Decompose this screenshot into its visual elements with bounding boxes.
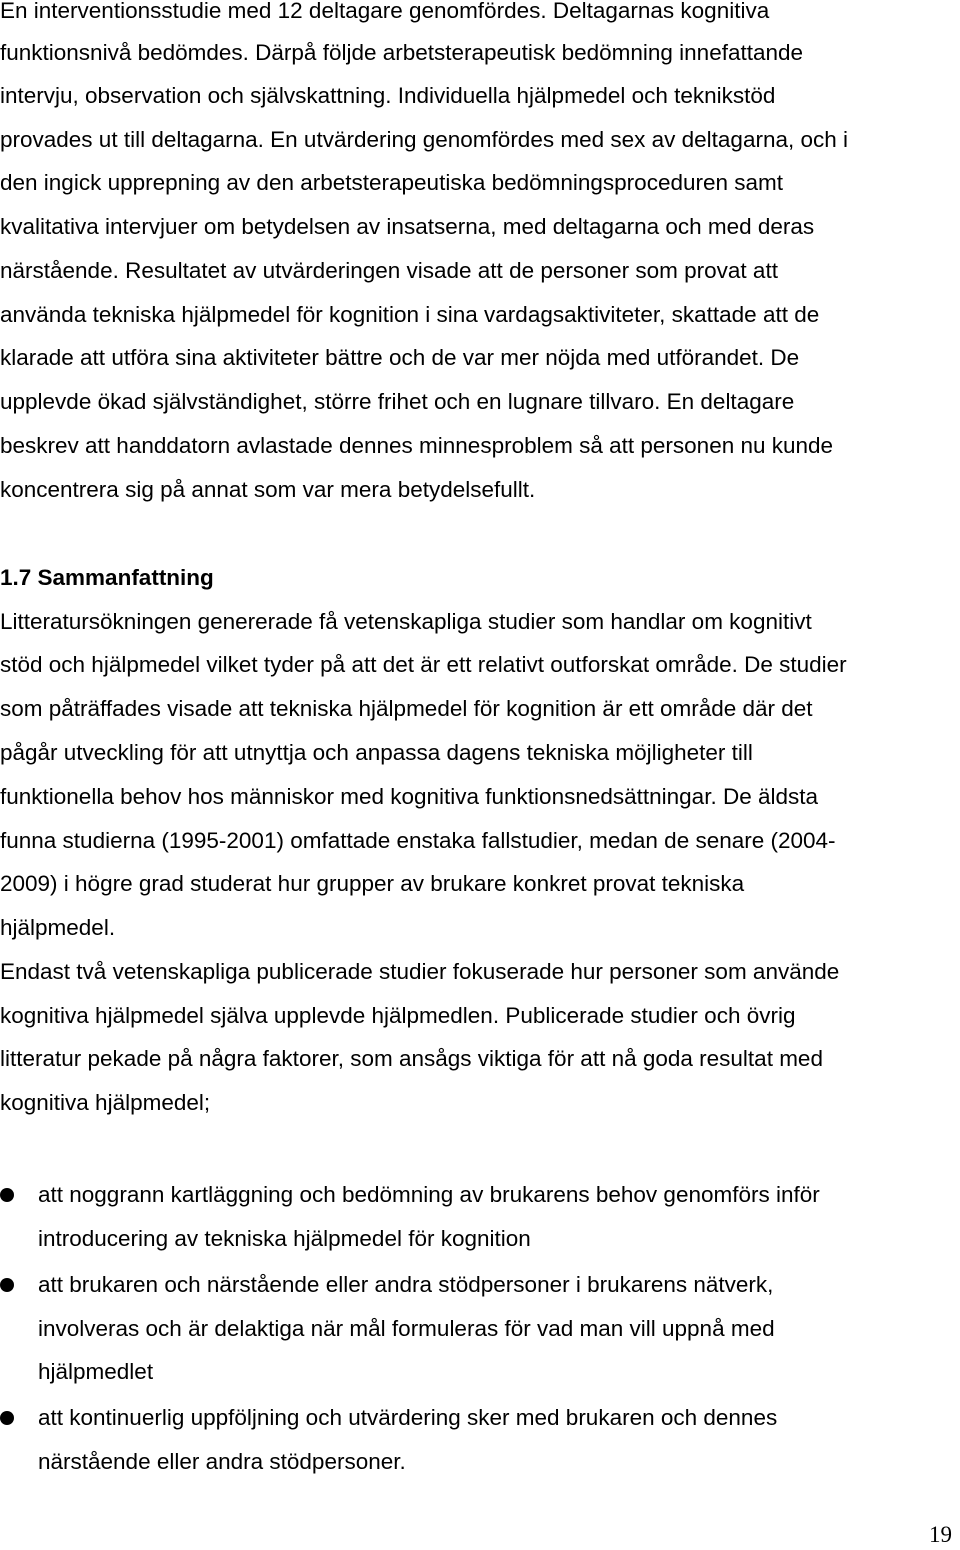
text-line: En interventionsstudie med 12 deltagare genomfördes. Deltagarnas kognitiva xyxy=(0,0,770,23)
text-line: funktionsnivå bedömdes. Därpå följde arbetsterapeutisk bedömning innefattande xyxy=(0,40,804,65)
text-line: att kontinuerlig uppföljning och utvärdering sker med brukaren och dennes xyxy=(38,1405,778,1430)
text-line: beskrev att handdatorn avlastade dennes minnesproblem så att personen nu kunde xyxy=(0,433,834,458)
section-heading: 1.7 Sammanfattning xyxy=(0,565,214,590)
bullet-icon xyxy=(0,1411,14,1425)
text-line: funktionella behov hos människor med kognitiva funktionsnedsättningar. De äldsta xyxy=(0,784,818,809)
text-line: kognitiva hjälpmedel själva upplevde hjälpmedlen. Publicerade studier och övrig xyxy=(0,1003,796,1028)
text-line: upplevde ökad självständighet, större frihet och en lugnare tillvaro. En deltagare xyxy=(0,389,795,414)
text-line: som påträffades visade att tekniska hjälpmedel för kognition är ett område där det xyxy=(0,696,813,721)
text-line: involveras och är delaktiga när mål formuleras för vad man vill uppnå med xyxy=(38,1316,775,1341)
text-line: koncentrera sig på annat som var mera betydelsefullt. xyxy=(0,477,536,502)
text-line: Litteratursökningen genererade få vetenskapliga studier som handlar om kognitivt xyxy=(0,609,812,634)
bullet-icon xyxy=(0,1278,14,1292)
text-line: hjälpmedlet xyxy=(38,1359,154,1384)
text-line: kognitiva hjälpmedel; xyxy=(0,1090,211,1115)
text-line: närstående eller andra stödpersoner. xyxy=(38,1449,406,1474)
page-number: 19 xyxy=(929,1522,952,1547)
text-line: introducering av tekniska hjälpmedel för kognition xyxy=(38,1226,531,1251)
text-line: hjälpmedel. xyxy=(0,915,116,940)
text-line: intervju, observation och självskattning. Individuella hjälpmedel och teknikstöd xyxy=(0,83,776,108)
text-line: litteratur pekade på några faktorer, som ansågs viktiga för att nå goda resultat med xyxy=(0,1046,823,1071)
text-line: kvalitativa intervjuer om betydelsen av insatserna, med deltagarna och med deras xyxy=(0,214,815,239)
text-line: använda tekniska hjälpmedel för kognition i sina vardagsaktiviteter, skattade att de xyxy=(0,302,820,327)
text-line: funna studierna (1995-2001) omfattade enstaka fallstudier, medan de senare (2004- xyxy=(0,828,836,853)
text-line: den ingick upprepning av den arbetsterapeutiska bedömningsproceduren samt xyxy=(0,170,784,195)
text-line: att brukaren och närstående eller andra stödpersoner i brukarens nätverk, xyxy=(38,1272,774,1297)
bullet-icon xyxy=(0,1188,14,1202)
text-line: närstående. Resultatet av utvärderingen visade att de personer som provat att xyxy=(0,258,778,283)
text-line: pågår utveckling för att utnyttja och anpassa dagens tekniska möjligheter till xyxy=(0,740,753,765)
text-line: provades ut till deltagarna. En utvärdering genomfördes med sex av deltagarna, och i xyxy=(0,127,849,152)
text-line: att noggrann kartläggning och bedömning av brukarens behov genomförs inför xyxy=(38,1182,820,1207)
text-line: klarade att utföra sina aktiviteter bättre och de var mer nöjda med utförandet. De xyxy=(0,345,800,370)
text-line: 2009) i högre grad studerat hur grupper av brukare konkret provat tekniska xyxy=(0,871,745,896)
text-line: stöd och hjälpmedel vilket tyder på att det är ett relativt outforskat område. De studier xyxy=(0,652,847,677)
text-line: Endast två vetenskapliga publicerade studier fokuserade hur personer som använde xyxy=(0,959,840,984)
